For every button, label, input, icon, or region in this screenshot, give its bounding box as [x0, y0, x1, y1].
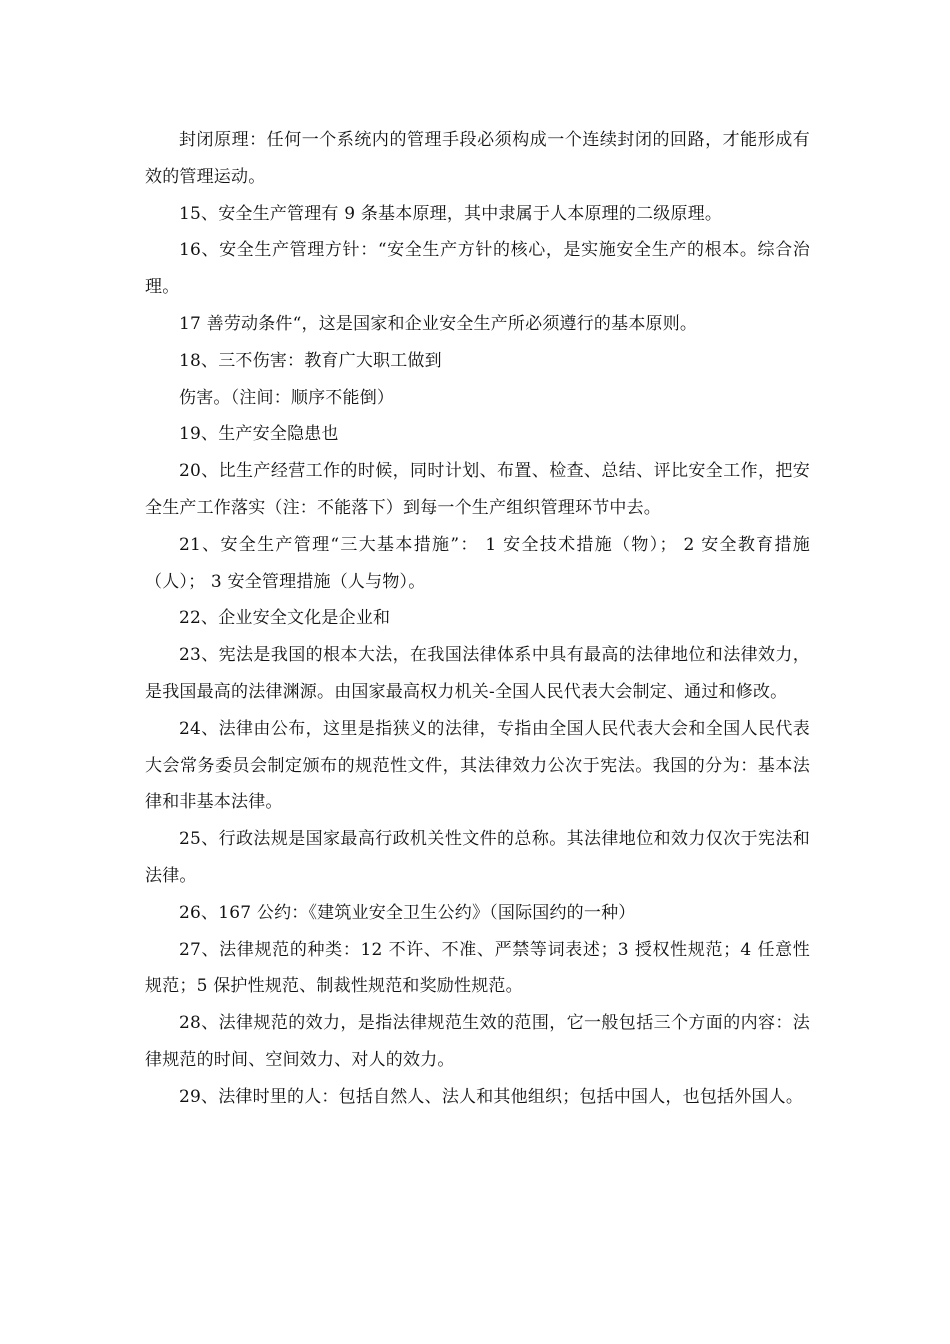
document-body [145, 122, 810, 1116]
paragraph-16: 16、安全生产管理方针：“安全生产方针的核心，是实施安全生产的根本。综合治理。 [145, 240, 810, 298]
paragraph-closed-principle: 封闭原理：任何一个系统内的管理手段必须构成一个连续封闭的回路，才能形成有效的管理运动。 [145, 130, 810, 187]
paragraph-27: 27、法律规范的种类：12 不许、不准、严禁等词表述；3 授权性规范；4 任意性规范；5 保护性规范、制裁性规范和奖励性规范。 [145, 939, 810, 997]
paragraph-19: 19、生产安全隐患也 [179, 424, 339, 445]
paragraph-18-continued: 伤害。（注间：顺序不能倒） [179, 387, 395, 408]
paragraph-17: 17 善劳动条件“，这是国家和企业安全生产所必须遵行的基本原则。 [179, 313, 698, 334]
paragraph-18: 18、三不伤害：教育广大职工做到 [179, 350, 442, 371]
paragraph-23: 23、宪法是我国的根本大法，在我国法律体系中具有最高的法律地位和法律效力，是我国最高的法律渊源。由国家最高权力机关-全国人民代表大会制定、通过和修改。 [145, 645, 810, 702]
paragraph-24: 24、法律由公布，这里是指狭义的法律，专指由全国人民代表大会和全国人民代表大会常务委员会制定颁布的规范性文件，其法律效力公次于宪法。我国的分为：基本法律和非基本法律。 [145, 718, 810, 813]
paragraph-26: 26、167 公约：《建筑业安全卫生公约》（国际国约的一种） [179, 902, 636, 923]
paragraph-29: 29、法律时里的人：包括自然人、法人和其他组织；包括中国人，也包括外国人。 [179, 1086, 804, 1107]
paragraph-22: 22、企业安全文化是企业和 [179, 608, 391, 629]
paragraph-20: 20、比生产经营工作的时候，同时计划、布置、检查、总结、评比安全工作，把安全生产工作落实（注：不能落下）到每一个生产组织管理环节中去。 [145, 461, 810, 518]
paragraph-28: 28、法律规范的效力，是指法律规范生效的范围，它一般包括三个方面的内容：法律规范的时间、空间效力、对人的效力。 [145, 1013, 810, 1070]
paragraph-15: 15、安全生产管理有 9 条基本原理，其中隶属于人本原理的二级原理。 [179, 203, 723, 224]
paragraph-25: 25、行政法规是国家最高行政机关性文件的总称。其法律地位和效力仅次于宪法和法律。 [145, 829, 810, 886]
paragraph-21: 21、安全生产管理“三大基本措施”： 1 安全技术措施（物）； 2 安全教育措施（人）； 3 安全管理措施（人与物）。 [145, 534, 810, 592]
